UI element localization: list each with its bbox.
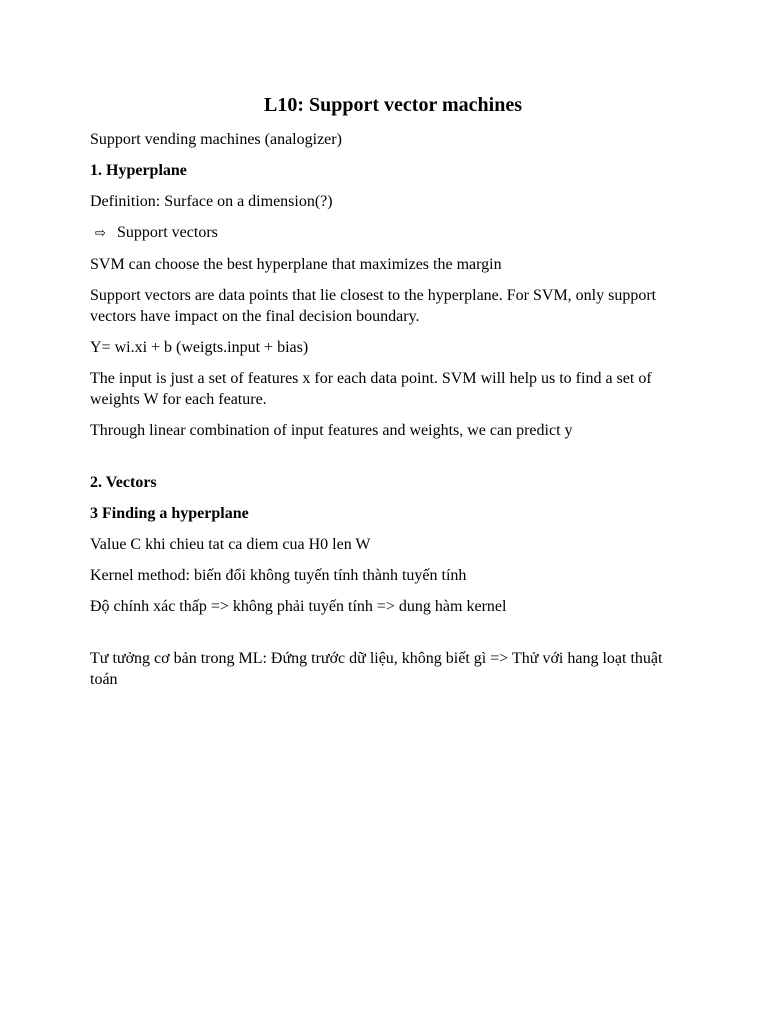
- blank-line: [90, 451, 690, 472]
- kernel-method-paragraph: Kernel method: biến đổi không tuyến tính thành tuyến tính: [90, 567, 467, 584]
- basic-idea-paragraph: Tư tưởng cơ bản trong ML: Đứng trước dữ liệu, không biết gì => Thử với hang loạt thuật toán: [90, 650, 663, 688]
- support-vectors-text: Support vectors: [117, 224, 218, 241]
- svm-choose-paragraph: SVM can choose the best hyperplane that maximizes the margin: [90, 256, 502, 273]
- intro-paragraph: Support vending machines (analogizer): [90, 131, 342, 148]
- heading-finding-hyperplane: 3 Finding a hyperplane: [90, 505, 249, 522]
- heading-vectors: 2. Vectors: [90, 474, 157, 491]
- accuracy-paragraph: Độ chính xác thấp => không phải tuyến tính => dung hàm kernel: [90, 598, 507, 615]
- blank-line: [90, 627, 690, 648]
- document-page: [90, 93, 690, 700]
- formula-paragraph: Y= wi.xi + b (weigts.input + bias): [90, 339, 309, 356]
- document-title: L10: Support vector machines: [264, 94, 522, 116]
- arrow-right-icon: ⇨: [95, 226, 106, 241]
- linear-combination-paragraph: Through linear combination of input features and weights, we can predict y: [90, 422, 573, 439]
- definition-paragraph: Definition: Surface on a dimension(?): [90, 193, 333, 210]
- heading-hyperplane: 1. Hyperplane: [90, 162, 187, 179]
- value-c-paragraph: Value C khi chieu tat ca diem cua H0 len W: [90, 536, 371, 553]
- support-vectors-description: Support vectors are data points that lie closest to the hyperplane. For SVM, only support vectors have impact on the final decision boundary.: [90, 287, 657, 325]
- input-paragraph: The input is just a set of features x for each data point. SVM will help us to find a set of weights W for each feature.: [90, 370, 652, 408]
- support-vectors-bullet: [90, 222, 690, 244]
